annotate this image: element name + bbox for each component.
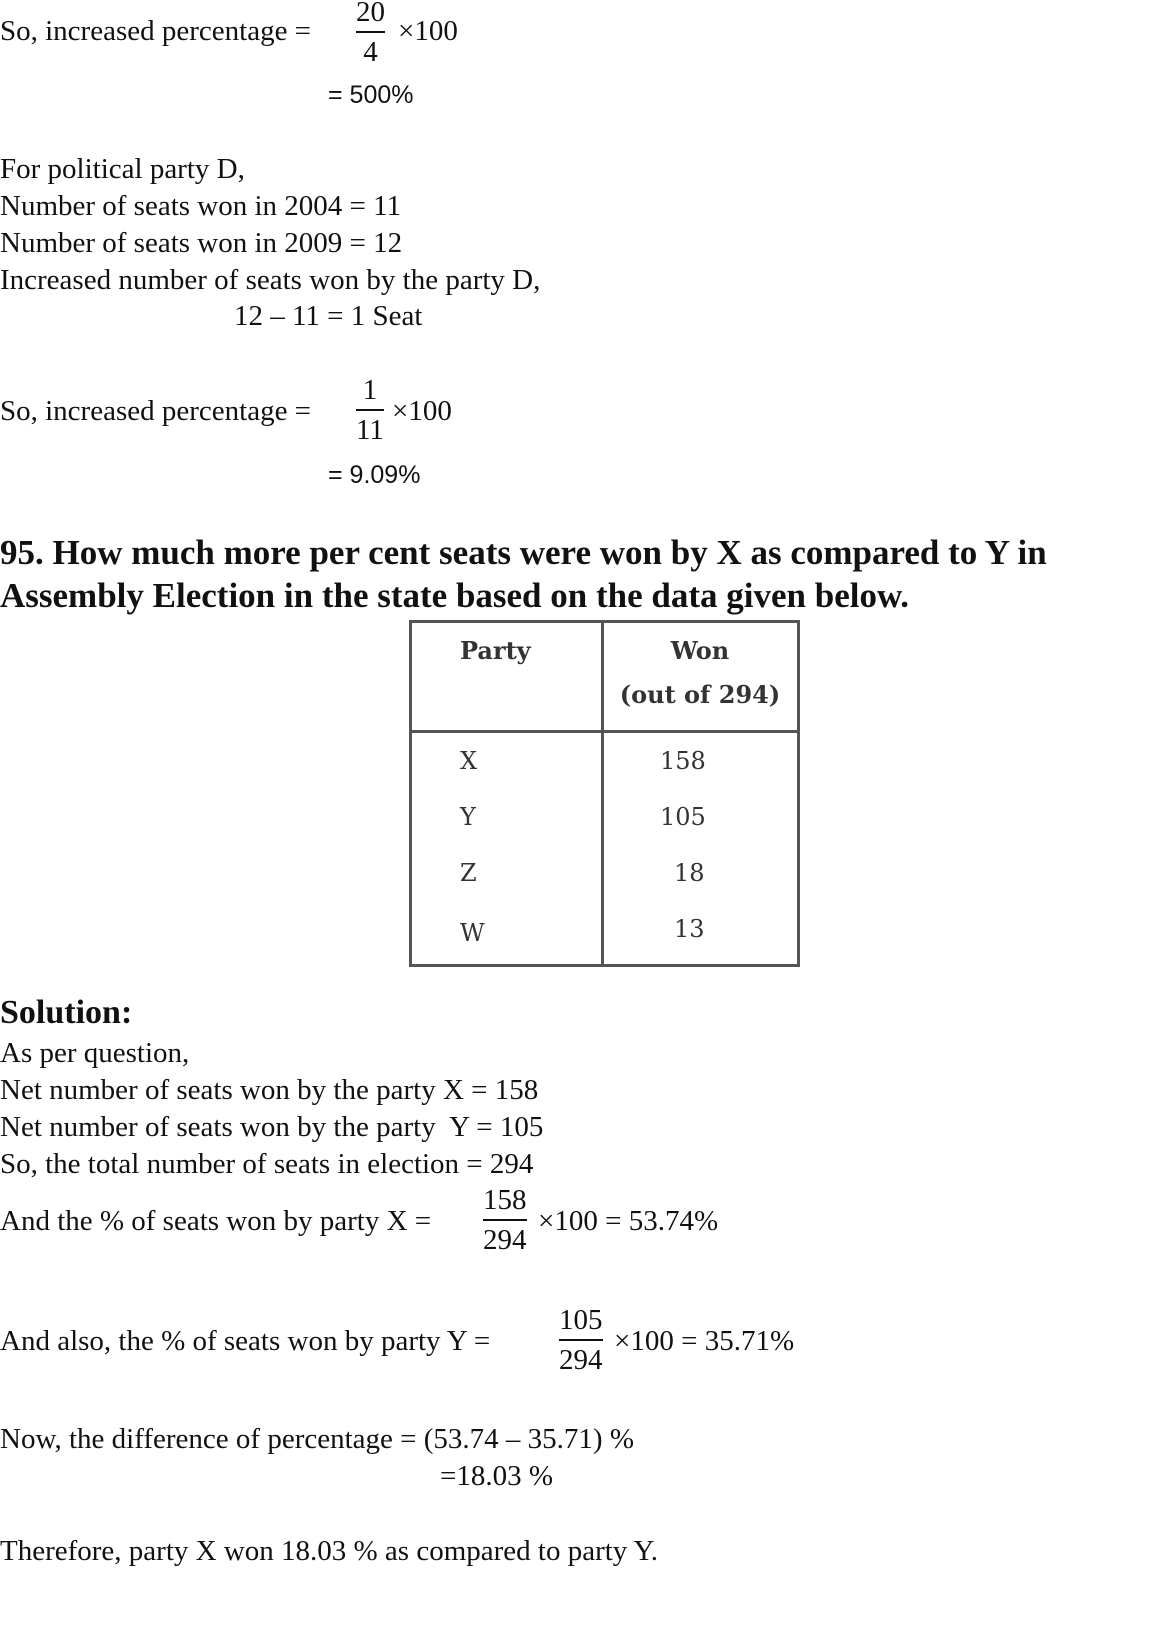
- text-line: ×100: [392, 395, 452, 427]
- result-line: = 500%: [328, 81, 414, 109]
- cell-party: W: [411, 901, 603, 966]
- header-won: [603, 622, 799, 732]
- cell-won: 13: [603, 901, 799, 966]
- text-line: As per question,: [0, 1037, 190, 1069]
- text-line: For political party D,: [0, 153, 245, 185]
- table-row: [411, 901, 799, 966]
- fraction: [483, 1184, 527, 1256]
- text-line: So, increased percentage =: [0, 15, 312, 47]
- cell-won: 18: [603, 845, 799, 901]
- result-line: = 9.09%: [328, 461, 421, 489]
- text-line: Now, the difference of percentage = (53.74 – 35.71) %: [0, 1423, 634, 1455]
- fraction: [356, 374, 384, 446]
- cell-won: 158: [603, 732, 799, 790]
- numerator: 158: [483, 1184, 527, 1216]
- table-row: [411, 732, 799, 790]
- text-line: Increased number of seats won by the party D,: [0, 264, 541, 296]
- text-line: Net number of seats won by the party X = 158: [0, 1074, 539, 1106]
- fraction: [559, 1304, 603, 1376]
- denominator: 294: [559, 1344, 603, 1376]
- table-row: [411, 845, 799, 901]
- cell-party: X: [411, 732, 603, 790]
- text-line: So, increased percentage =: [0, 395, 312, 427]
- fraction-bar: [356, 409, 384, 411]
- numerator: 1: [362, 374, 378, 406]
- denominator: 4: [363, 36, 378, 68]
- header-won-label: Won: [670, 636, 730, 665]
- header-won-sub: (out of 294): [619, 680, 781, 709]
- text-line: =18.03 %: [440, 1460, 554, 1492]
- text-line: Therefore, party X won 18.03 % as compared to party Y.: [0, 1535, 658, 1567]
- text-line: And also, the % of seats won by party Y =: [0, 1325, 491, 1357]
- question-line: 95. How much more per cent seats were won by X as compared to Y in: [0, 533, 1047, 572]
- cell-party: Y: [411, 789, 603, 845]
- text-line: Net number of seats won by the party Y = 105: [0, 1111, 544, 1143]
- solution-heading: Solution:: [0, 994, 133, 1031]
- text-line: ×100: [398, 15, 458, 47]
- text-line: Number of seats won in 2009 = 12: [0, 227, 403, 259]
- text-line: ×100 = 53.74%: [538, 1205, 719, 1237]
- table-header-row: [411, 622, 799, 732]
- fraction: [356, 0, 385, 68]
- question-line: Assembly Election in the state based on the data given below.: [0, 576, 910, 615]
- text-line: ×100 = 35.71%: [614, 1325, 795, 1357]
- cell-won: 105: [603, 789, 799, 845]
- fraction-bar: [356, 31, 385, 33]
- table-row: [411, 789, 799, 845]
- denominator: 294: [483, 1224, 527, 1256]
- header-party: Party: [411, 622, 603, 732]
- text-line: So, the total number of seats in election = 294: [0, 1148, 534, 1180]
- numerator: 20: [356, 0, 385, 28]
- cell-party: Z: [411, 845, 603, 901]
- fraction-bar: [483, 1219, 527, 1221]
- text-line: And the % of seats won by party X =: [0, 1205, 432, 1237]
- fraction-bar: [559, 1339, 603, 1341]
- text-line: 12 – 11 = 1 Seat: [234, 300, 423, 332]
- numerator: 105: [559, 1304, 603, 1336]
- text-line: Number of seats won in 2004 = 11: [0, 190, 402, 222]
- seats-table: [409, 620, 800, 967]
- denominator: 11: [356, 414, 384, 446]
